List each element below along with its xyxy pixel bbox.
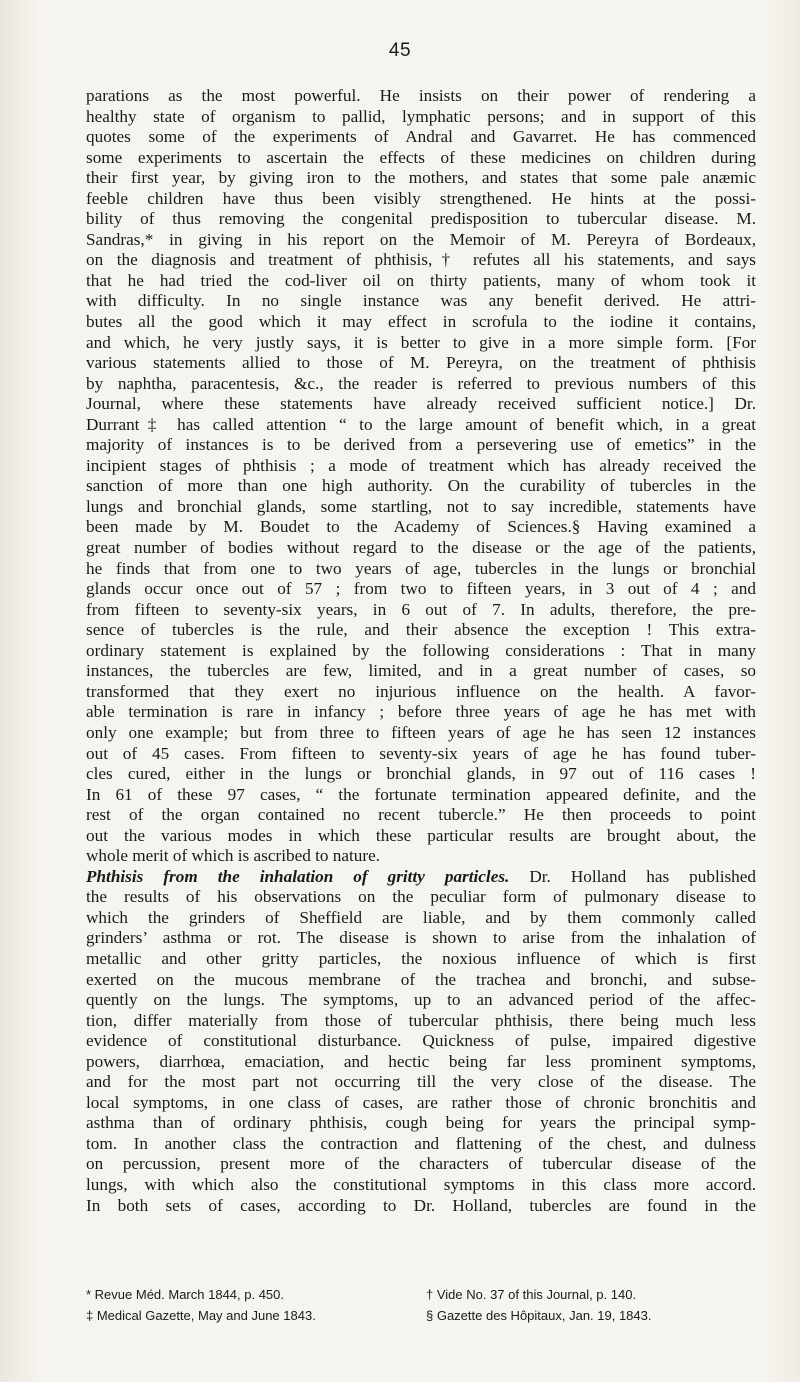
section-heading: Phthisis from the inhalation of gritty particles. [86, 866, 510, 886]
text-line: and for the most part not occurring till the very close of the disease. The [86, 1072, 756, 1092]
text-line: asthma than of ordinary phthisis, cough being for years the principal symp- [86, 1113, 756, 1133]
text-line: parations as the most powerful. He insists on their power of rendering a [86, 86, 756, 105]
text-line: Phthisis from the inhalation of gritty particles. Dr. Holland has published [86, 866, 756, 886]
text-line: lungs and bronchial glands, some startling, not to say incredible, statements have [86, 496, 756, 516]
text-line: only one example; but from three to fifteen years of age he has seen 12 instances [86, 722, 756, 742]
body-text [86, 86, 756, 1216]
text-line: majority of instances is to be derived from a persevering use of emetics” in the [86, 435, 756, 455]
text-line: their first year, by giving iron to the mothers, and states that some pale anæmic [86, 168, 756, 188]
text-line: tom. In another class the contraction and flattening of the chest, and dulness [86, 1133, 756, 1153]
text-line: able termination is rare in infancy ; before three years of age he has met with [86, 702, 756, 722]
text-line: rest of the organ contained no recent tubercle.” He then proceeds to point [86, 805, 756, 825]
text-line: been made by M. Boudet to the Academy of Sciences.§ Having examined a [86, 517, 756, 537]
text-line: out the various modes in which these particular results are brought about, the [86, 825, 756, 845]
text-line: that he had tried the cod-liver oil on thirty patients, many of whom took it [86, 270, 756, 290]
text-line: on percussion, present more of the characters of tubercular disease of the [86, 1154, 756, 1174]
footnote: ‡ Medical Gazette, May and June 1843. [86, 1308, 316, 1323]
text-line: metallic and other gritty particles, the noxious influence of which is first [86, 948, 756, 968]
text-line: great number of bodies without regard to the disease or the age of the patients, [86, 538, 756, 558]
footnote: * Revue Méd. March 1844, p. 450. [86, 1287, 285, 1302]
text-line: whole merit of which is ascribed to nature. [86, 846, 381, 866]
footnote-row [86, 1305, 766, 1326]
text-line: transformed that they exert no injurious influence on the health. A favor- [86, 681, 756, 701]
text-line: ordinary statement is explained by the following considerations : That in many [86, 640, 756, 660]
text-line: with difficulty. In no single instance was any benefit derived. He attri- [86, 291, 756, 311]
text-line: instances, the tubercles are few, limited, and in a great number of cases, so [86, 661, 756, 681]
text-line: sence of tubercles is the rule, and their absence the exception ! This extra- [86, 620, 756, 640]
text-line: he finds that from one to two years of age, tubercles in the lungs or bronchial [86, 558, 756, 578]
text-line: quently on the lungs. The symptoms, up to an advanced period of the affec- [86, 990, 756, 1010]
footnotes [86, 1284, 766, 1326]
text-line: from fifteen to seventy-six years, in 6 out of 7. In adults, therefore, the pre- [86, 599, 756, 619]
text-line: which the grinders of Sheffield are liable, and by them commonly called [86, 907, 756, 927]
footnote: § Gazette des Hôpitaux, Jan. 19, 1843. [426, 1308, 652, 1323]
text-line: grinders’ asthma or rot. The disease is shown to arise from the inhalation of [86, 928, 756, 948]
text-line: exerted on the mucous membrane of the trachea and bronchi, and subse- [86, 969, 756, 989]
text-line: lungs, with which also the constitutional symptoms in this class more accord. [86, 1174, 756, 1194]
text-line: by naphtha, paracentesis, &c., the reader is referred to previous numbers of this [86, 373, 756, 393]
text-line: bility of thus removing the congenital predisposition to tubercular disease. M. [86, 209, 756, 229]
text-line: glands occur once out of 57 ; from two to fifteen years, in 3 out of 4 ; and [86, 579, 756, 599]
text-line: Sandras,* in giving in his report on the Memoir of M. Pereyra of Bordeaux, [86, 229, 756, 249]
text-line: various statements allied to those of M. Pereyra, on the treatment of phthisis [86, 353, 756, 373]
text-line: Journal, where these statements have already received sufficient notice.] Dr. [86, 394, 756, 414]
text-line: local symptoms, in one class of cases, are rather those of chronic bronchitis and [86, 1092, 756, 1112]
footnote-row [86, 1284, 766, 1305]
text-line: In 61 of these 97 cases, “ the fortunate termination appeared definite, and the [86, 784, 756, 804]
text-line: some experiments to ascertain the effects of these medicines on children during [86, 147, 756, 167]
text-line: healthy state of organism to pallid, lymphatic persons; and in support of this [86, 106, 756, 126]
text-line: evidence of constitutional disturbance. Quickness of pulse, impaired digestive [86, 1031, 756, 1051]
text-line: out of 45 cases. From fifteen to seventy-six years of age he has found tuber- [86, 743, 756, 763]
text-line: powers, diarrhœa, emaciation, and hectic being far less prominent symptoms, [86, 1051, 756, 1071]
text-line: and which, he very justly says, it is better to give in a more simple form. [For [86, 332, 756, 352]
text-line: sanction of more than one high authority. On the curability of tubercles in the [86, 476, 756, 496]
text-line: tion, differ materially from those of tubercular phthisis, there being much less [86, 1010, 756, 1030]
text-line: Durrant‡ has called attention “ to the large amount of benefit which, in a great [86, 414, 756, 434]
text-line: In both sets of cases, according to Dr. Holland, tubercles are found in the [86, 1195, 756, 1215]
text-line: cles cured, either in the lungs or bronchial glands, in 97 out of 116 cases ! [86, 764, 756, 784]
footnote: † Vide No. 37 of this Journal, p. 140. [426, 1287, 637, 1302]
text-line: the results of his observations on the peculiar form of pulmonary disease to [86, 887, 756, 907]
text-line: on the diagnosis and treatment of phthisis,† refutes all his statements, and says [86, 250, 756, 270]
text-line: butes all the good which it may effect in scrofula to the iodine it contains, [86, 312, 756, 332]
text-line: feeble children have thus been visibly strengthened. He hints at the possi- [86, 188, 756, 208]
text-line: incipient stages of phthisis ; a mode of treatment which has already received the [86, 455, 756, 475]
page-number: 45 [388, 40, 412, 61]
text-line: quotes some of the experiments of Andral and Gavarret. He has commenced [86, 127, 756, 147]
